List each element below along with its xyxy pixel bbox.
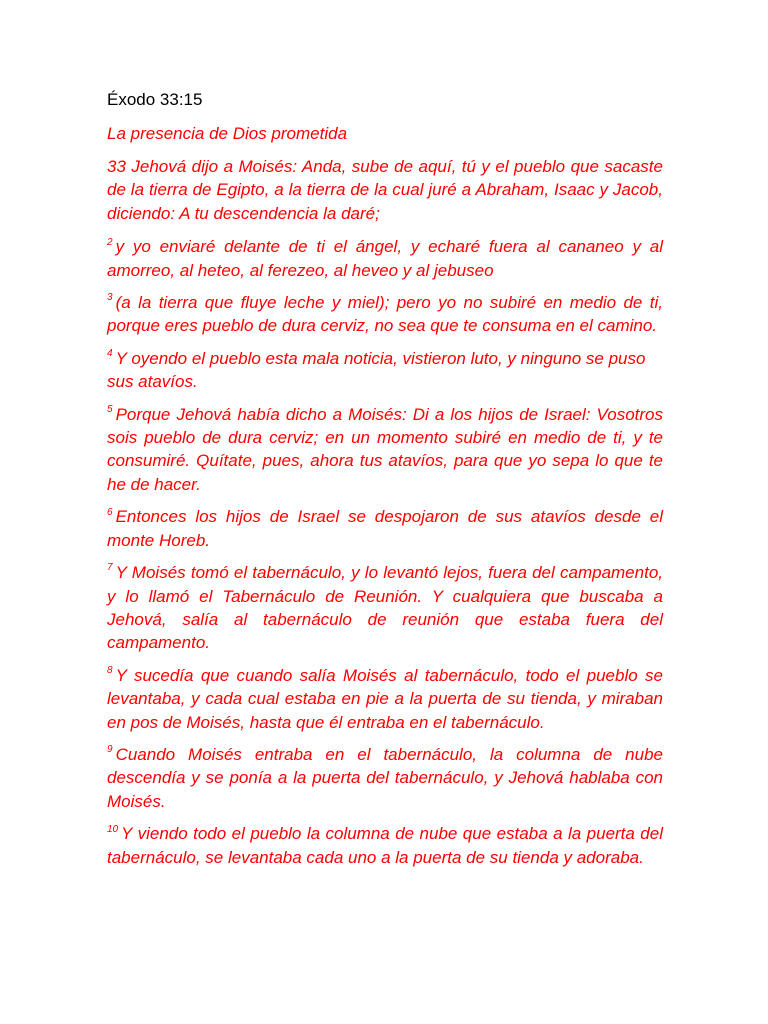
verse-number: 7 — [107, 562, 113, 574]
verse-text: Cuando Moisés entraba en el tabernáculo, la columna de nube descendía y se ponía a la puerta del tabernáculo, y Jehová hablaba con Moisés. — [107, 744, 663, 811]
verse-number: 6 — [107, 506, 113, 518]
verse-5 — [107, 403, 663, 497]
verse-number: 4 — [107, 348, 113, 360]
scripture-reference: Éxodo 33:15 — [107, 90, 203, 109]
verse-number: 5 — [107, 404, 113, 415]
verse-3 — [107, 291, 663, 338]
verse-7 — [107, 561, 663, 655]
section-heading: La presencia de Dios prometida — [107, 124, 348, 143]
verse-text: Entonces los hijos de Israel se despojaron de sus atavíos desde el monte Horeb. — [107, 507, 663, 550]
verse-8 — [107, 664, 663, 734]
verse-number: 8 — [107, 665, 113, 677]
verse-text: Y Moisés tomó el tabernáculo, y lo levantó lejos, fuera del campamento, y lo llamó el Tabernáculo de Reunión. Y cualquiera que buscaba a Jehová, salía al tabernáculo de reunión que estaba fuera del campamento. — [107, 563, 663, 653]
verse-1 — [107, 155, 663, 225]
verse-9 — [107, 743, 663, 813]
document-page — [107, 88, 663, 878]
verse-2 — [107, 235, 663, 282]
verse-6 — [107, 505, 663, 552]
verse-number: 2 — [107, 236, 113, 248]
verse-text: (a la tierra que fluye leche y miel); pero yo no subiré en medio de ti, porque eres pueblo de dura cerviz, no sea que te consuma en el camino. — [107, 293, 663, 336]
verse-text: Y oyendo el pueblo esta mala noticia, vistieron luto, y ninguno se puso sus atavíos. — [107, 348, 646, 392]
verse-10 — [107, 822, 663, 869]
verse-text: Porque Jehová había dicho a Moisés: Di a los hijos de Israel: Vosotros sois pueblo de dura cerviz; en un momento subiré en medio de ti, y te consumiré. Quítate, pues, ahora tus atavíos, para que yo sepa lo que te he de hacer. — [107, 404, 663, 494]
verse-number: 10 — [107, 823, 119, 835]
verse-text: y yo enviaré delante de ti el ángel, y echaré fuera al cananeo y al amorreo, al heteo, al ferezeo, al heveo y al jebuseo — [107, 237, 663, 280]
verse-number: 3 — [107, 292, 113, 304]
verse-text: 33 Jehová dijo a Moisés: Anda, sube de aquí, tú y el pueblo que sacaste de la tierra de Egipto, a la tierra de la cual juré a Abraham, Isaac y Jacob, diciendo: A tu descendencia la daré; — [107, 157, 663, 223]
verse-number: 9 — [107, 744, 113, 756]
verse-text: Y viendo todo el pueblo la columna de nube que estaba a la puerta del tabernáculo, se levantaba cada uno a la puerta de su tienda y adoraba. — [107, 824, 663, 867]
verse-4 — [107, 347, 663, 394]
verse-text: Y sucedía que cuando salía Moisés al tabernáculo, todo el pueblo se levantaba, y cada cual estaba en pie a la puerta de su tienda, y miraban en pos de Moisés, hasta que él entraba en el tabernáculo. — [107, 665, 663, 732]
